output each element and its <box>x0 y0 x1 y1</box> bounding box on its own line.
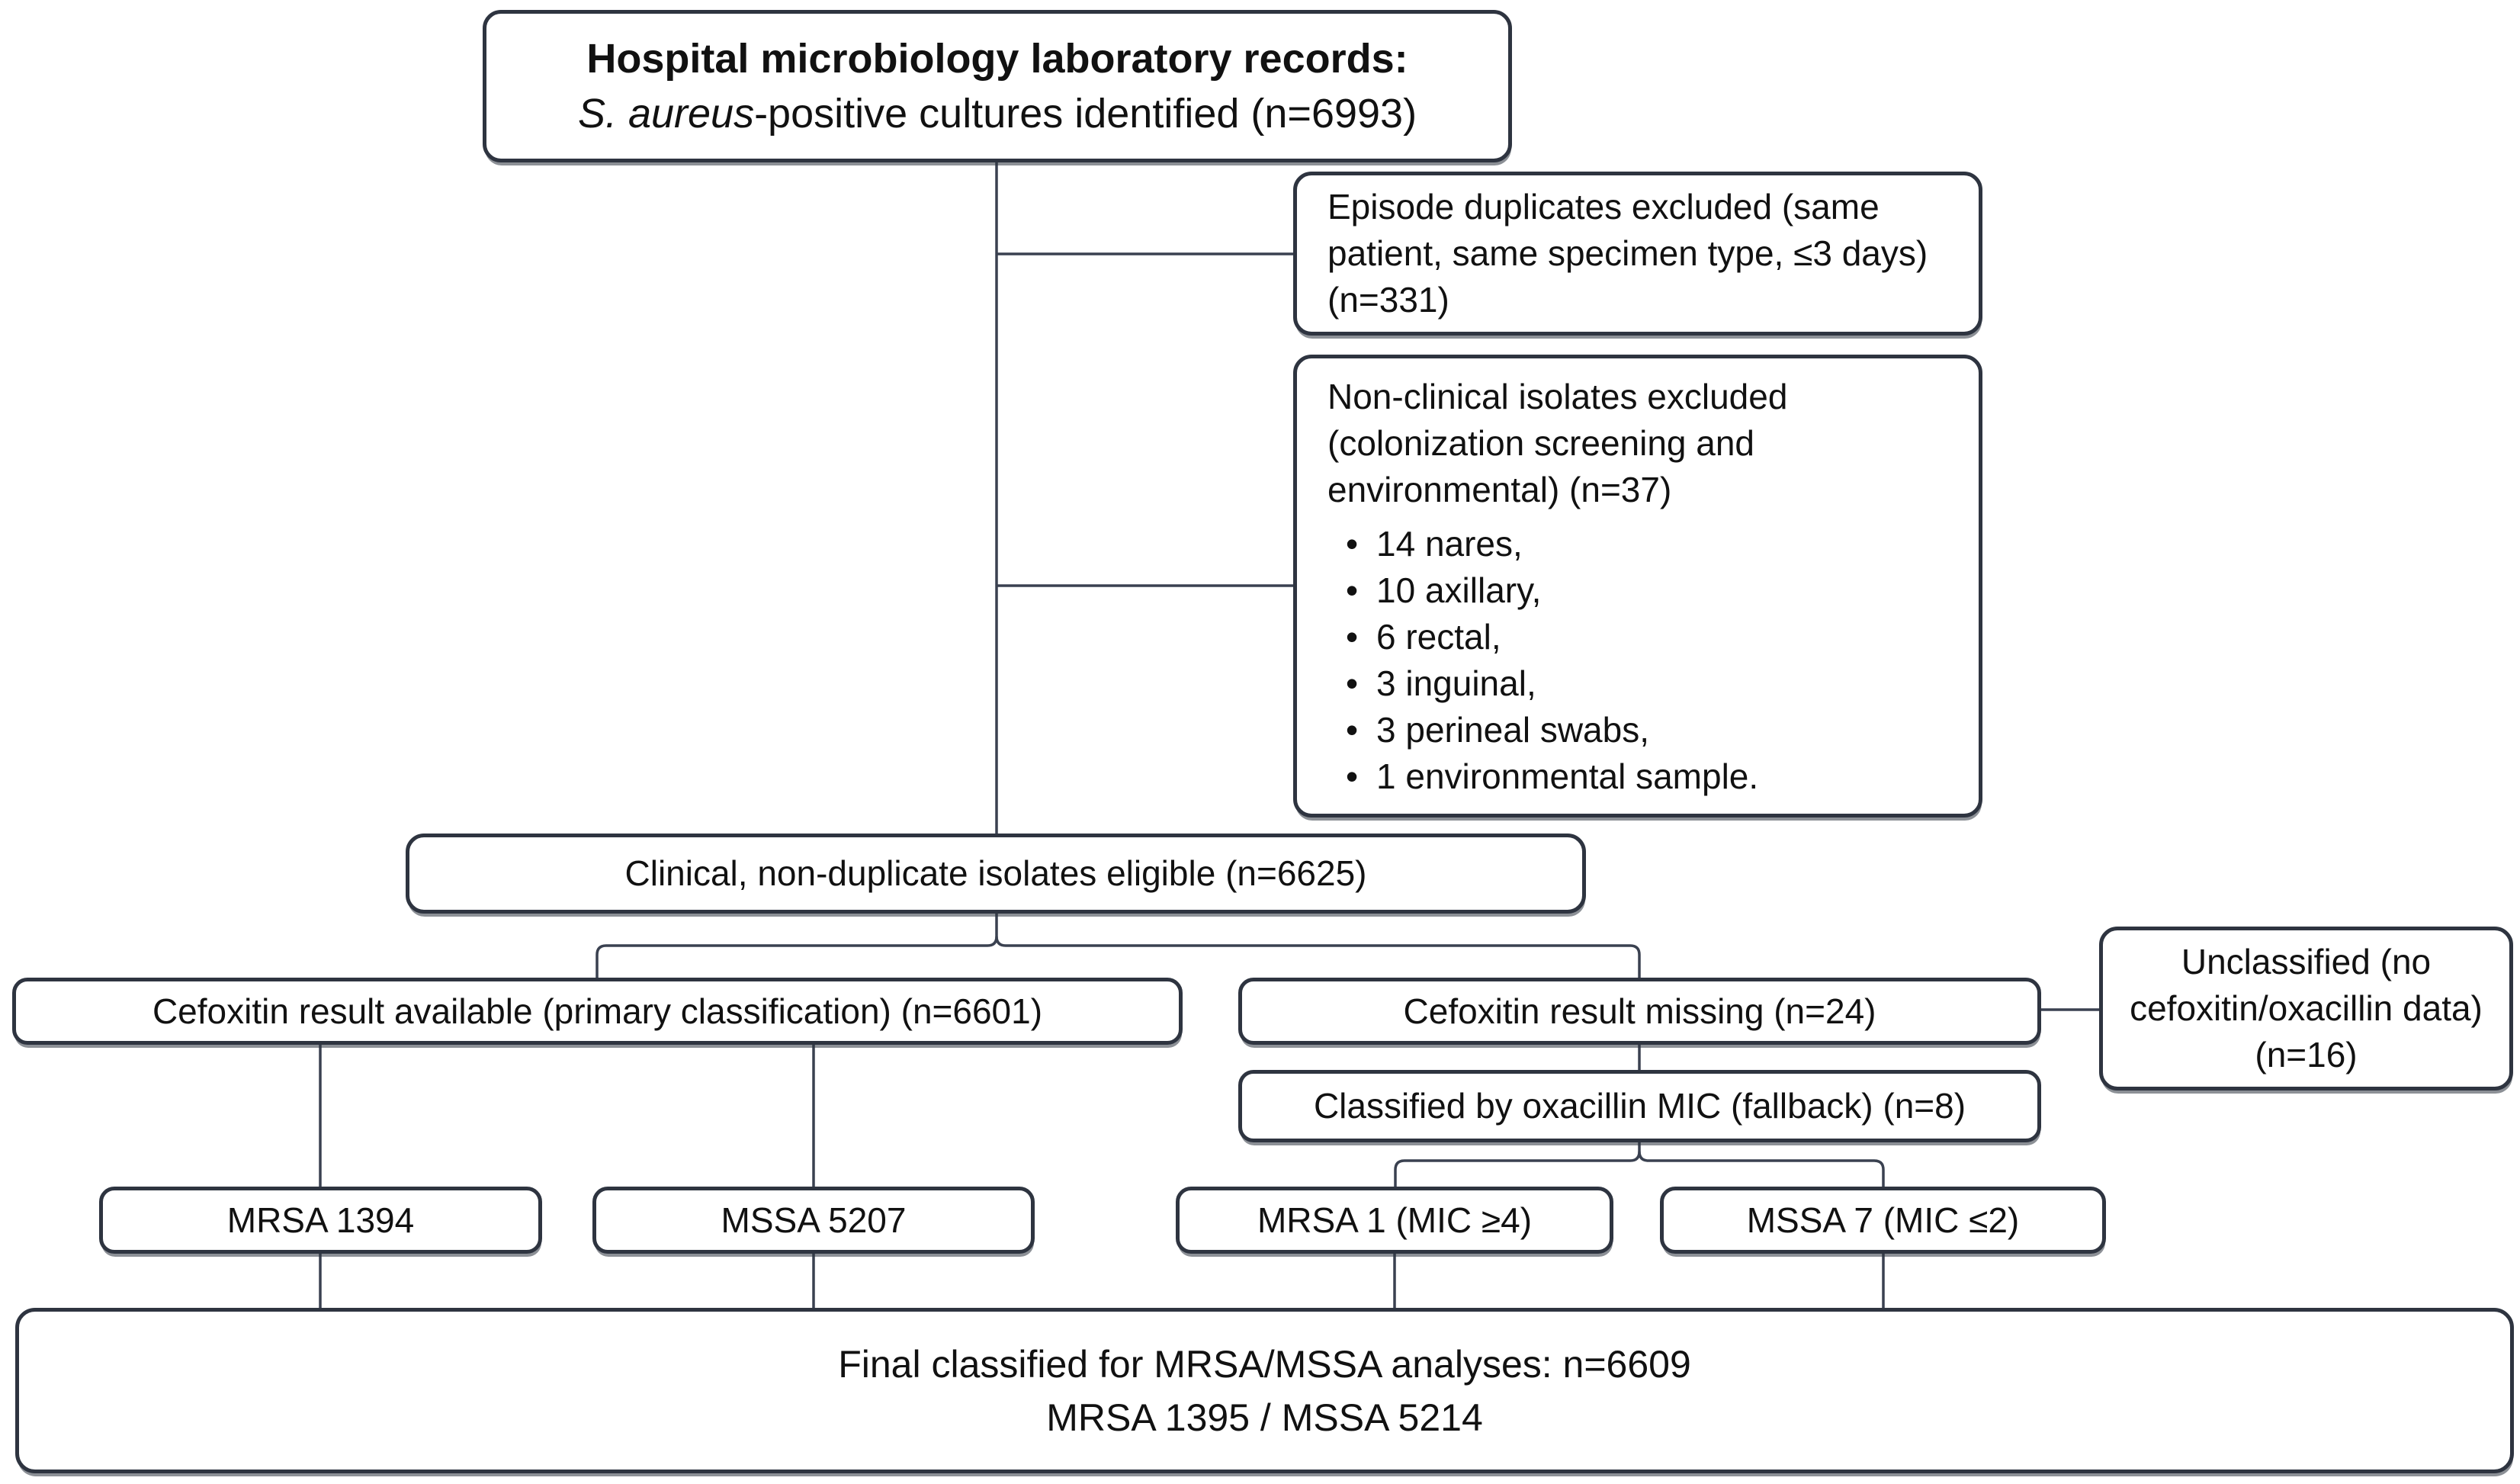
connector-clinical-split-right <box>997 936 1639 978</box>
bullet-inguinal: • 3 inguinal, <box>1327 660 1758 707</box>
nonclinical-bullet-list <box>1327 521 1758 800</box>
records-box <box>483 10 1512 162</box>
cefoxitin-missing-text: Cefoxitin result missing (n=24) <box>1403 991 1876 1031</box>
episode-duplicates-text: Episode duplicates excluded (same patient, same specimen type, ≤3 days) (n=331) <box>1327 187 1928 320</box>
mssa-primary-text: MSSA 5207 <box>721 1200 907 1240</box>
bullet-perineal: • 3 perineal swabs, <box>1327 707 1758 753</box>
eligible-text: Clinical, non-duplicate isolates eligible (n=6625) <box>624 853 1367 893</box>
bullet-environmental: • 1 environmental sample. <box>1327 753 1758 800</box>
final-classified-box <box>15 1308 2514 1473</box>
species-name: S. aureus <box>577 91 755 137</box>
cefoxitin-available-box <box>12 978 1183 1045</box>
cefoxitin-available-text: Cefoxitin result available (primary classification) (n=6601) <box>152 991 1043 1031</box>
connector-clinical-split-left <box>597 914 997 978</box>
mrsa-primary-box <box>99 1187 542 1254</box>
oxacillin-fallback-box <box>1238 1070 2041 1142</box>
records-subtitle <box>578 86 1417 141</box>
oxacillin-fallback-text: Classified by oxacillin MIC (fallback) (n=8) <box>1313 1086 1966 1126</box>
mssa-primary-box <box>592 1187 1035 1254</box>
mrsa-fallback-text: MRSA 1 (MIC ≥4) <box>1257 1200 1533 1240</box>
final-classified-line2: MRSA 1395 / MSSA 5214 <box>1046 1396 1483 1439</box>
bullet-rectal: • 6 rectal, <box>1327 614 1758 660</box>
connector-oxacillin-split-left <box>1395 1142 1639 1187</box>
mssa-fallback-text: MSSA 7 (MIC ≤2) <box>1746 1200 2020 1240</box>
bullet-nares: • 14 nares, <box>1327 521 1758 567</box>
final-classified-line1: Final classified for MRSA/MSSA analyses: n=6609 <box>838 1342 1691 1386</box>
mssa-fallback-box <box>1660 1187 2106 1254</box>
connector-oxacillin-split-right <box>1639 1152 1883 1187</box>
nonclinical-heading: Non-clinical isolates excluded (colonization screening and environmental) (n=37) <box>1327 377 1788 509</box>
mrsa-primary-text: MRSA 1394 <box>226 1200 415 1240</box>
cefoxitin-missing-box <box>1238 978 2041 1045</box>
eligible-box <box>406 834 1586 914</box>
episode-duplicates-box <box>1293 172 1982 336</box>
bullet-axillary: • 10 axillary, <box>1327 567 1758 614</box>
unclassified-box <box>2099 927 2513 1091</box>
mrsa-fallback-box <box>1176 1187 1613 1254</box>
records-subtitle-rest: -positive cultures identified (n=6993) <box>754 91 1417 137</box>
nonclinical-excluded-box <box>1293 355 1982 817</box>
unclassified-text: Unclassified (no cefoxitin/oxacillin data) (n=16) <box>2130 942 2483 1074</box>
records-title: Hospital microbiology laboratory records: <box>586 36 1408 82</box>
